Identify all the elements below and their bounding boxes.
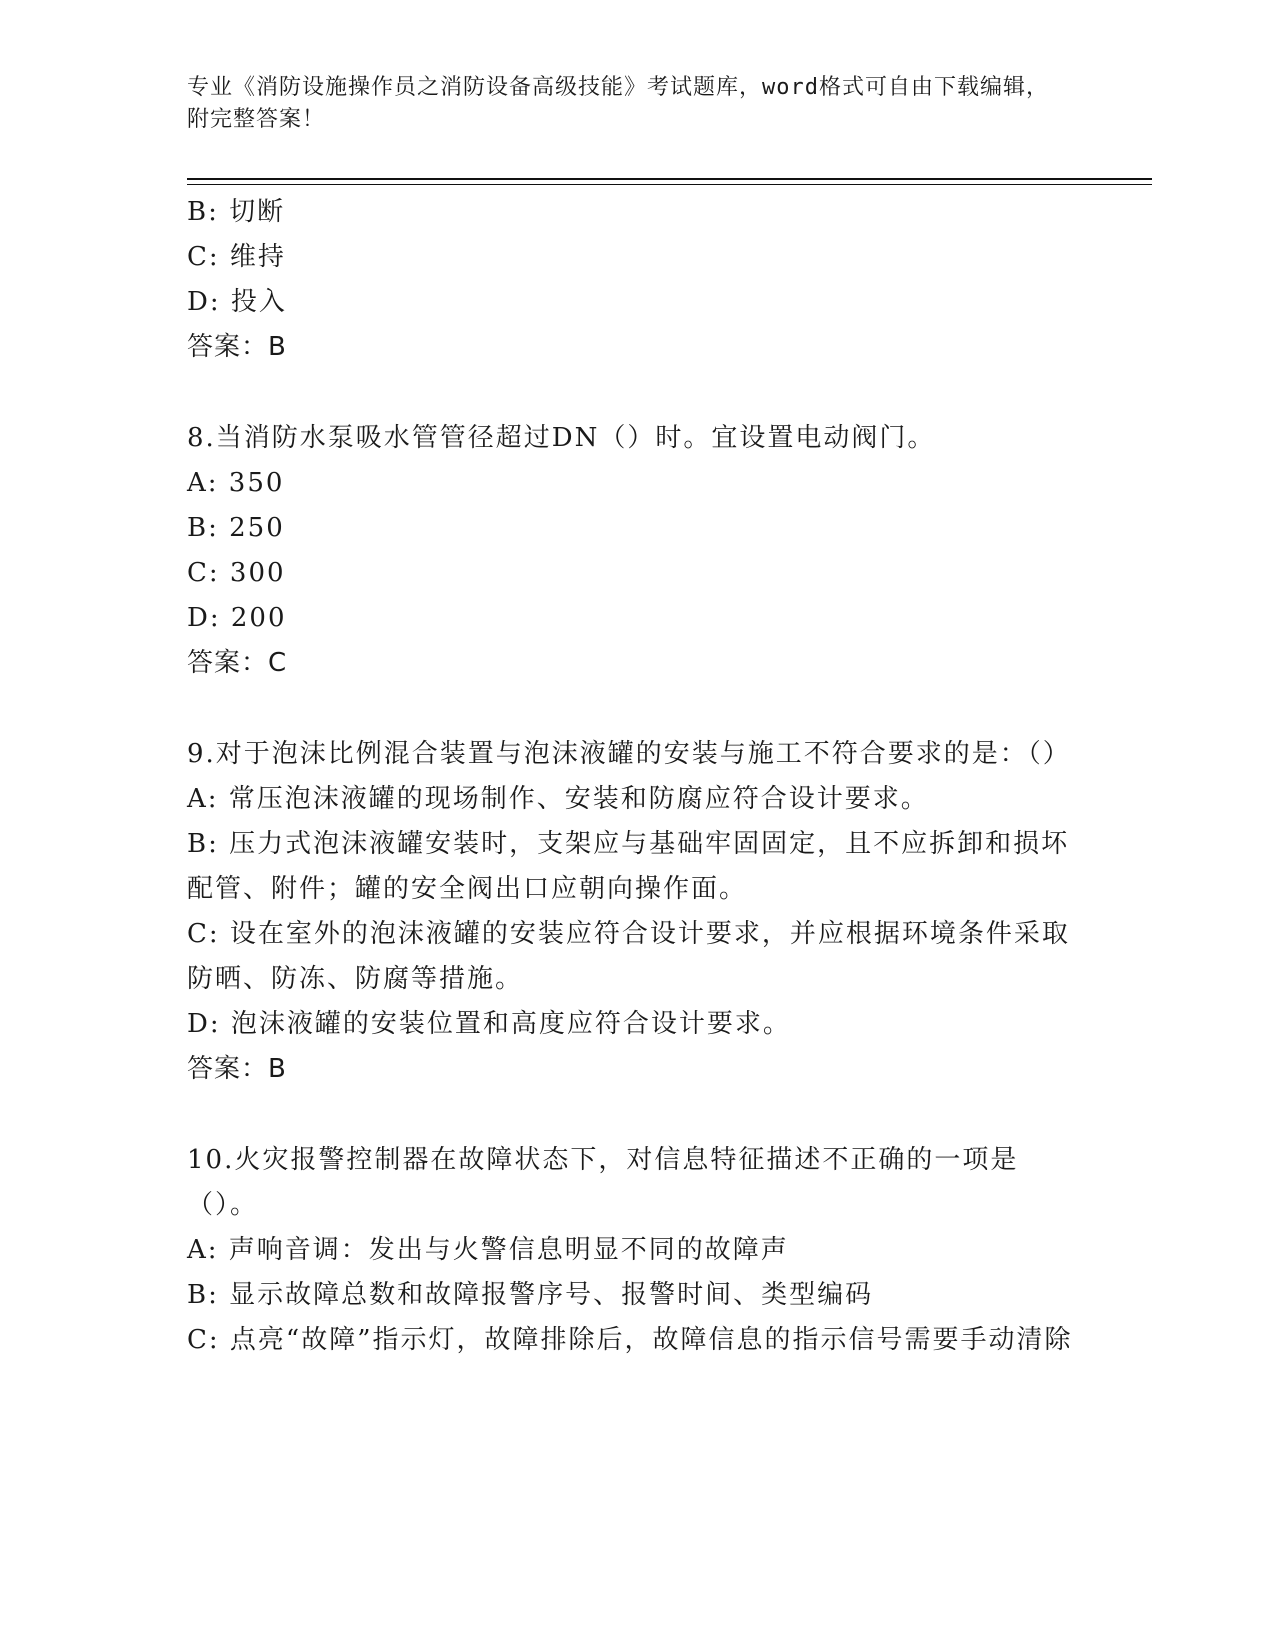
document-header: 专业《消防设施操作员之消防设备高级技能》考试题库，word格式可自由下载编辑，附完整答案！ [187, 75, 1049, 132]
question-stem: 10.火灾报警控制器在故障状态下，对信息特征描述不正确的一项是（）。 [187, 1145, 1019, 1220]
option-c: C: 设在室外的泡沫液罐的安装应符合设计要求，并应根据环境条件采取防晒、防冻、防腐等措施。 [187, 919, 1070, 994]
spacer [187, 370, 1077, 416]
question-9 [187, 732, 1077, 1092]
option-b: B: 250 [187, 513, 285, 543]
question-stem: 8.当消防水泵吸水管管径超过DN（）时。宜设置电动阀门。 [187, 423, 936, 453]
header-rule-thick [187, 178, 1152, 180]
question-content [187, 190, 1077, 1363]
spacer [187, 686, 1077, 732]
answer-line: 答案：B [187, 1054, 287, 1084]
option-c: C: 维持 [187, 242, 286, 272]
question-stem: 9.对于泡沫比例混合装置与泡沫液罐的安装与施工不符合要求的是：（） [187, 739, 1071, 769]
question-7-tail [187, 190, 1077, 370]
spacer [187, 1092, 1077, 1138]
option-a: A: 声响音调：发出与火警信息明显不同的故障声 [187, 1235, 789, 1265]
option-b: B: 切断 [187, 197, 286, 227]
option-c: C: 300 [187, 558, 286, 588]
option-b: B: 压力式泡沫液罐安装时，支架应与基础牢固固定，且不应拆卸和损坏配管、附件；罐的安全阀出口应朝向操作面。 [187, 829, 1070, 904]
option-a: A: 350 [187, 468, 285, 498]
option-c: C: 点亮“故障”指示灯，故障排除后，故障信息的指示信号需要手动清除 [187, 1325, 1073, 1355]
option-b: B: 显示故障总数和故障报警序号、报警时间、类型编码 [187, 1280, 874, 1310]
option-d: D: 泡沫液罐的安装位置和高度应符合设计要求。 [187, 1009, 791, 1039]
option-a: A: 常压泡沫液罐的现场制作、安装和防腐应符合设计要求。 [187, 784, 929, 814]
answer-line: 答案：C [187, 648, 288, 678]
question-8 [187, 416, 1077, 686]
option-d: D: 200 [187, 603, 287, 633]
header-rule-thin [187, 184, 1152, 185]
question-10 [187, 1138, 1077, 1363]
option-d: D: 投入 [187, 287, 287, 317]
answer-line: 答案：B [187, 332, 287, 362]
